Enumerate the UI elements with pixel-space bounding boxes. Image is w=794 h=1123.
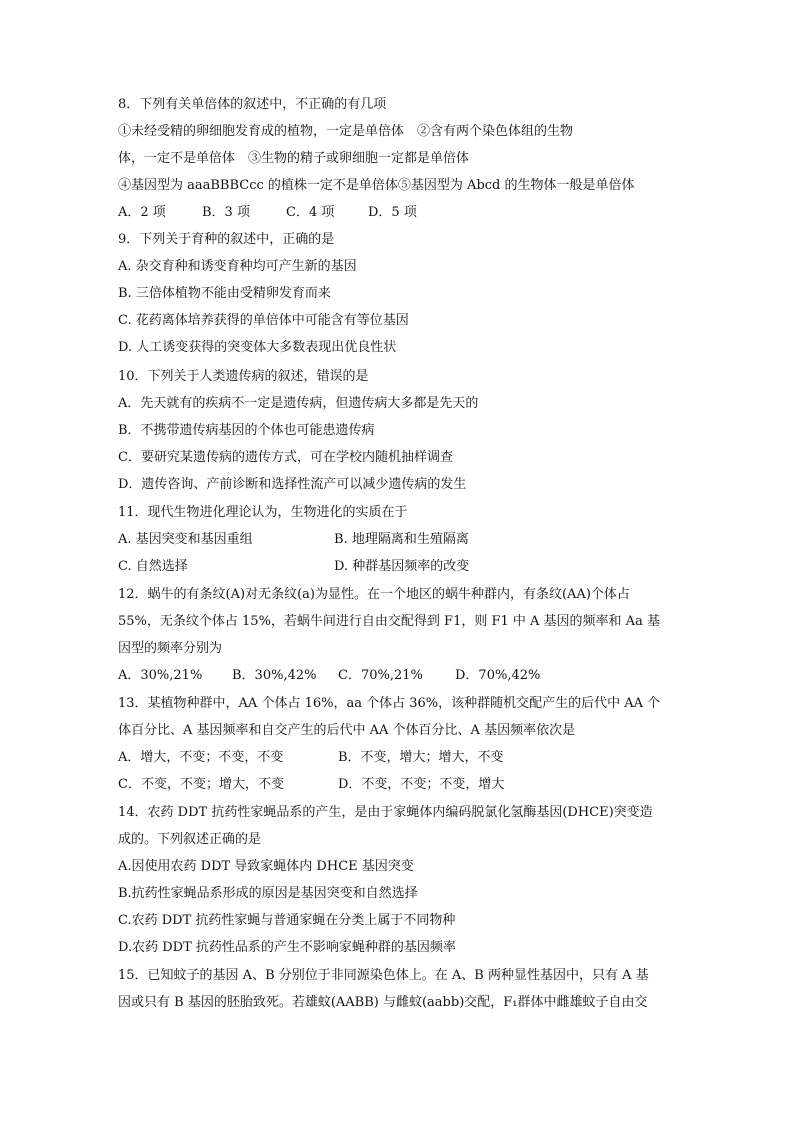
q9-option-a: A. 杂交育种和诱变育种均可产生新的基因 [118,259,357,274]
q9-option-d: D. 人工诱变获得的突变体大多数表现出优良性状 [118,340,397,355]
q8-option-a: A．2 项 [118,205,166,220]
q10-stem: 10．下列关于人类遗传病的叙述，错误的是 [118,369,369,384]
q8-option-d: D．5 项 [368,205,417,220]
q8-line1: ①未经受精的卵细胞发育成的植物，一定是单倍体 ②含有两个染色体组的生物 [118,124,574,139]
q9-stem: 9．下列关于育种的叙述中，正确的是 [118,232,335,247]
q15-line1: 15．已知蚊子的基因 A、B 分别位于非同源染色体上。在 A、B 两种显性基因中，只有 A 基 [118,968,649,983]
q8-option-b: B．3 项 [202,205,250,220]
q8-option-c: C．4 项 [286,205,335,220]
q12-line3: 因型的频率分别为 [118,641,223,656]
q14-option-d: D.农药 DDT 抗药性品系的产生不影响家蝇种群的基因频率 [118,940,456,955]
q12-option-b: B．30%,42% [232,668,317,683]
q9-option-c: C. 花药离体培养获得的单倍体中可能含有等位基因 [118,313,409,328]
q10-option-b: B．不携带遗传病基因的个体也可能患遗传病 [118,423,375,438]
q9-option-b: B. 三倍体植物不能由受精卵发育而来 [118,286,331,301]
q14-option-a: A.因使用农药 DDT 导致家蝇体内 DHCE 基因突变 [118,859,414,874]
q8-stem: 8．下列有关单倍体的叙述中，不正确的有几项 [118,97,387,112]
q12-line1: 12．蜗牛的有条纹(A)对无条纹(a)为显性。在一个地区的蜗牛种群内，有条纹(AA)个体占 [118,587,630,602]
q12-option-d: D．70%,42% [455,668,541,683]
q13-option-a: A．增大，不变；不变，不变 [118,750,284,765]
q13-option-b: B．不变，增大；增大，不变 [338,750,504,765]
q13-option-d: D．不变，不变；不变，增大 [338,777,505,792]
q10-option-a: A．先天就有的疾病不一定是遗传病，但遗传病大多都是先天的 [118,396,479,411]
q12-line2: 55%，无条纹个体占 15%，若蜗牛间进行自由交配得到 F1，则 F1 中 A 基因的频率和 Aa 基 [118,614,660,629]
q14-line2: 成的。下列叙述正确的是 [118,832,262,847]
q14-option-b: B.抗药性家蝇品系形成的原因是基因突变和自然选择 [118,886,418,901]
q12-option-a: A．30%,21% [118,668,203,683]
q14-option-c: C.农药 DDT 抗药性家蝇与普通家蝇在分类上属于不同物种 [118,913,456,928]
q11-option-c: C. 自然选择 [118,559,188,574]
q11-option-a: A. 基因突变和基因重组 [118,532,253,547]
q10-option-d: D．遗传咨询、产前诊断和选择性流产可以减少遗传病的发生 [118,477,467,492]
q11-option-b: B. 地理隔离和生殖隔离 [334,532,469,547]
q11-option-d: D. 种群基因频率的改变 [334,559,470,574]
q12-option-c: C．70%,21% [338,668,423,683]
q8-line3: ④基因型为 aaaBBBCcc 的植株一定不是单倍体⑤基因型为 Abcd 的生物体一般是单倍体 [118,178,635,193]
q15-line2: 因或只有 B 基因的胚胎致死。若雄蚊(AABB) 与雌蚊(aabb)交配，F₁群体中雌雄蚊子自由交 [118,995,648,1010]
q14-line1: 14．农药 DDT 抗药性家蝇品系的产生，是由于家蝇体内编码脱氯化氢酶基因(DHCE)突变造 [118,805,653,820]
q13-option-c: C．不变，不变；增大，不变 [118,777,284,792]
q13-line2: 体百分比、A 基因频率和自交产生的后代中 AA 个体百分比、A 基因频率依次是 [118,723,576,738]
q11-stem: 11．现代生物进化理论认为，生物进化的实质在于 [118,505,408,520]
q13-line1: 13．某植物种群中，AA 个体占 16%，aa 个体占 36%，该种群随机交配产生的后代中 AA 个 [118,696,661,711]
q8-line2: 体，一定不是单倍体 ③生物的精子或卵细胞一定都是单倍体 [118,151,470,166]
q10-option-c: C．要研究某遗传病的遗传方式，可在学校内随机抽样调查 [118,450,453,465]
